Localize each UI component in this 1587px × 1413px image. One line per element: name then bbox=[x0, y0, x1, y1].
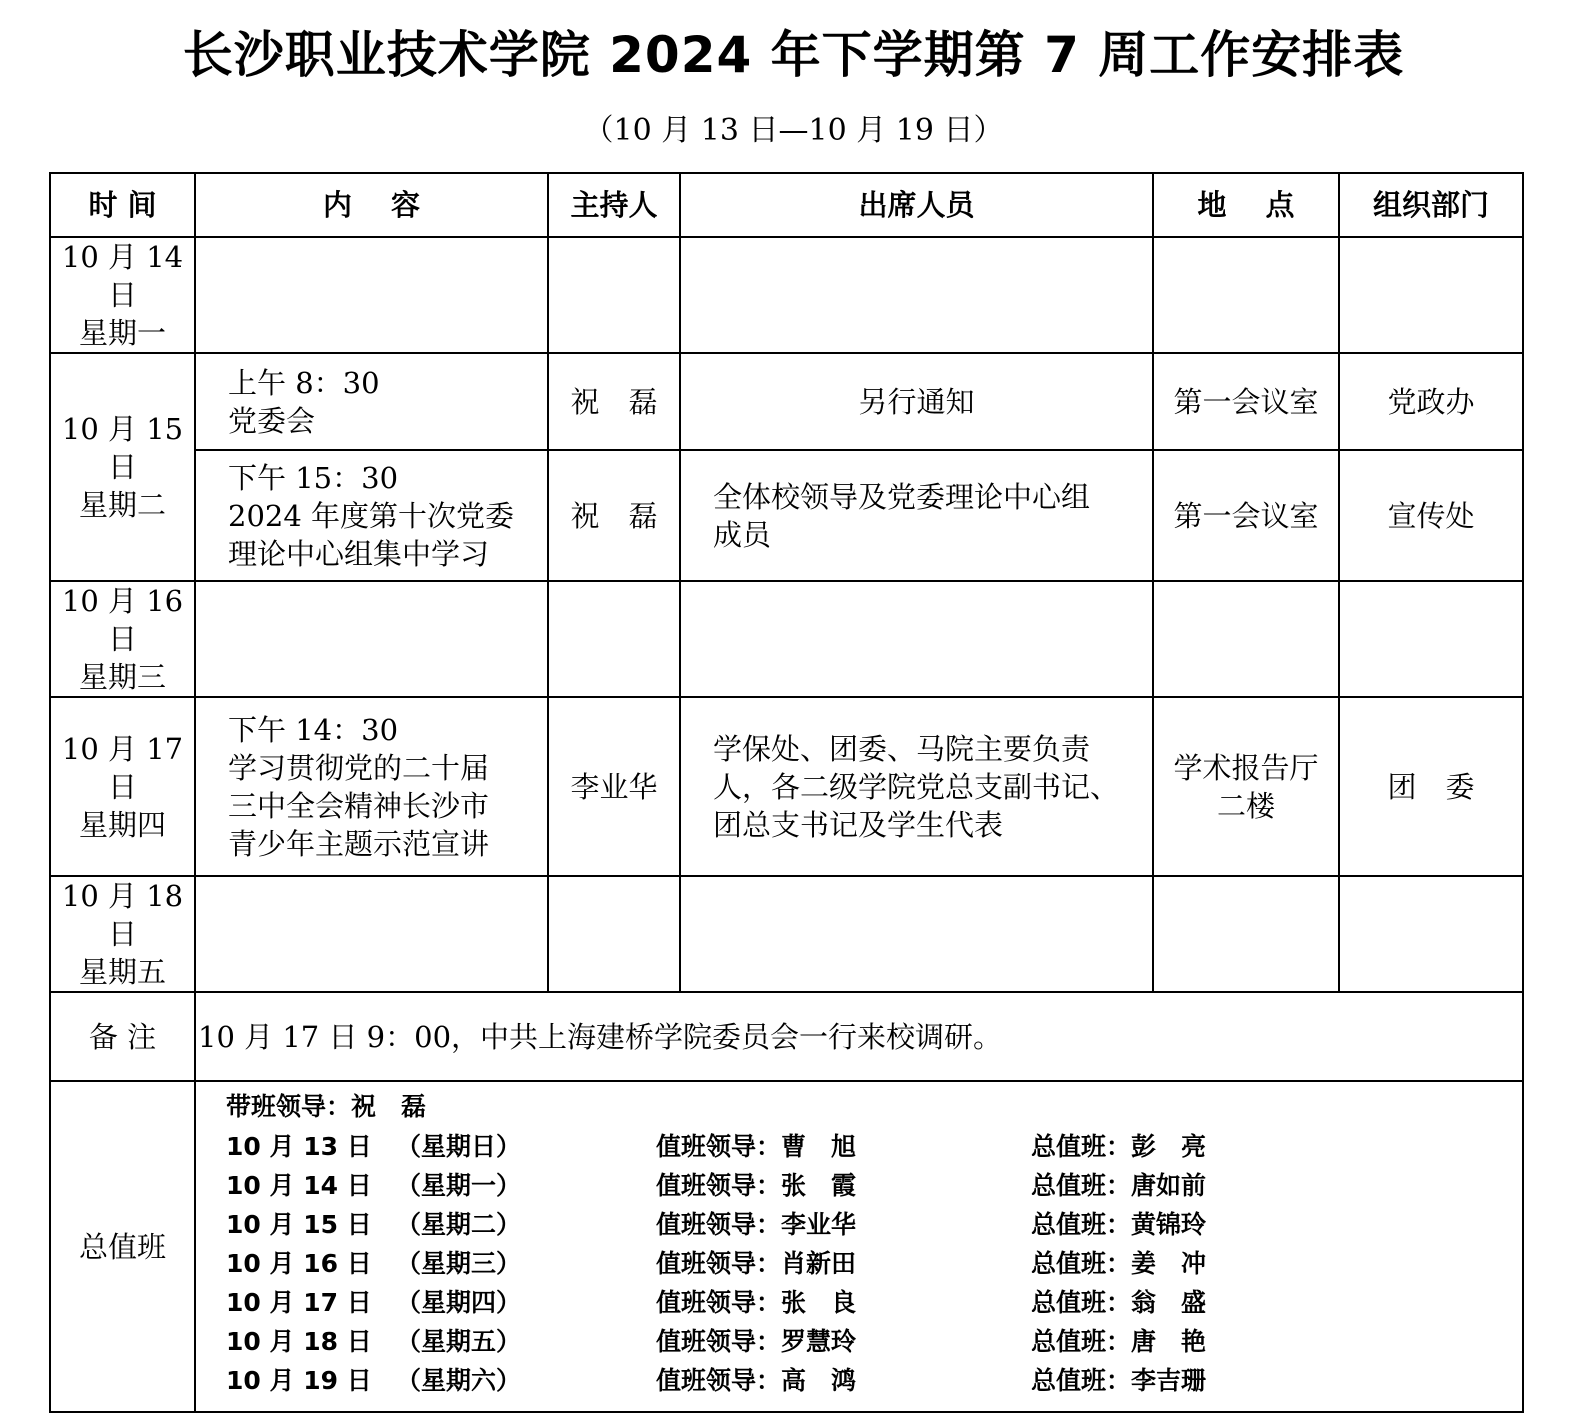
schedule-table bbox=[49, 172, 1524, 1413]
shift-lead: 带班领导：祝 磊 bbox=[226, 1092, 427, 1121]
header-host: 主持人 bbox=[548, 173, 680, 237]
remarks-text: 10 月 17 日 9：00，中共上海建桥学院委员会一行来校调研。 bbox=[195, 992, 1523, 1081]
attendees-cell bbox=[680, 450, 1153, 581]
empty-cell bbox=[548, 876, 680, 992]
empty-cell bbox=[195, 876, 548, 992]
duty-weekday: （星期五） bbox=[396, 1327, 522, 1356]
attendees-cell: 另行通知 bbox=[680, 353, 1153, 450]
attendees-line: 人，各二级学院党总支副书记、 bbox=[713, 769, 1120, 804]
location-line: 二楼 bbox=[1216, 788, 1275, 823]
content-cell bbox=[195, 450, 548, 581]
duty-date: 10 月 17 日 bbox=[226, 1288, 372, 1317]
duty-weekday: （星期三） bbox=[396, 1249, 522, 1278]
empty-cell bbox=[1153, 237, 1339, 353]
table-row-tuesday-2 bbox=[50, 450, 1523, 581]
event-title-line: 理论中心组集中学习 bbox=[228, 536, 490, 571]
location-cell: 第一会议室 bbox=[1153, 450, 1339, 581]
header-time: 时 间 bbox=[50, 173, 195, 237]
location-cell: 第一会议室 bbox=[1153, 353, 1339, 450]
date-cell bbox=[50, 237, 195, 353]
empty-cell bbox=[1339, 237, 1523, 353]
empty-cell bbox=[1339, 581, 1523, 697]
header-location: 地 点 bbox=[1153, 173, 1339, 237]
duty-leader: 值班领导：张 霞 bbox=[656, 1171, 857, 1200]
empty-cell bbox=[1153, 581, 1339, 697]
duty-weekday: （星期日） bbox=[396, 1132, 522, 1161]
duty-leader: 值班领导：李业华 bbox=[656, 1210, 857, 1239]
duty-date: 10 月 15 日 bbox=[226, 1210, 372, 1239]
table-row-tuesday-1 bbox=[50, 353, 1523, 450]
duty-date: 10 月 13 日 bbox=[226, 1132, 372, 1161]
event-title-line: 青少年主题示范宣讲 bbox=[228, 826, 490, 861]
date-text: 10 月 18 日 bbox=[61, 879, 184, 951]
duty-leader: 值班领导：肖新田 bbox=[656, 1249, 857, 1278]
empty-cell bbox=[680, 581, 1153, 697]
event-title: 党委会 bbox=[228, 403, 316, 438]
duty-chief: 总值班：姜 冲 bbox=[1031, 1249, 1207, 1278]
empty-cell bbox=[680, 237, 1153, 353]
document-title: 长沙职业技术学院 2024 年下学期第 7 周工作安排表 bbox=[182, 26, 1405, 84]
event-time: 下午 15：30 bbox=[228, 460, 399, 495]
duty-roster bbox=[196, 1082, 1522, 1411]
header-attendees: 出席人员 bbox=[680, 173, 1153, 237]
date-cell bbox=[50, 353, 195, 581]
duty-leader: 值班领导：高 鸿 bbox=[656, 1366, 857, 1395]
empty-cell bbox=[548, 237, 680, 353]
weekday-text: 星期四 bbox=[78, 807, 166, 842]
host-cell: 李业华 bbox=[548, 697, 680, 876]
table-row-wednesday bbox=[50, 581, 1523, 697]
header-row bbox=[50, 173, 1523, 237]
date-text: 10 月 15 日 bbox=[61, 412, 184, 484]
event-title-line: 2024 年度第十次党委 bbox=[228, 498, 515, 533]
duty-date: 10 月 19 日 bbox=[226, 1366, 372, 1395]
date-text: 10 月 14 日 bbox=[61, 240, 184, 312]
duty-chief: 总值班：彭 亮 bbox=[1031, 1132, 1207, 1161]
department-cell: 党政办 bbox=[1339, 353, 1523, 450]
department-cell: 团 委 bbox=[1339, 697, 1523, 876]
location-cell bbox=[1153, 697, 1339, 876]
duty-leader: 值班领导：曹 旭 bbox=[656, 1132, 857, 1161]
duty-date: 10 月 14 日 bbox=[226, 1171, 372, 1200]
event-title-line: 三中全会精神长沙市 bbox=[228, 788, 490, 823]
weekday-text: 星期一 bbox=[78, 316, 166, 350]
duty-weekday: （星期四） bbox=[396, 1288, 522, 1317]
weekday-text: 星期五 bbox=[78, 955, 166, 989]
attendees-cell bbox=[680, 697, 1153, 876]
date-cell bbox=[50, 697, 195, 876]
empty-cell bbox=[1153, 876, 1339, 992]
duty-leader: 值班领导：罗慧玲 bbox=[656, 1327, 857, 1356]
weekday-text: 星期二 bbox=[78, 488, 166, 522]
header-department: 组织部门 bbox=[1339, 173, 1523, 237]
remarks-label: 备 注 bbox=[50, 992, 195, 1081]
duty-chief: 总值班：翁 盛 bbox=[1031, 1288, 1207, 1317]
duty-chief: 总值班：黄锦玲 bbox=[1031, 1210, 1207, 1239]
empty-cell bbox=[195, 581, 548, 697]
duty-weekday: （星期六） bbox=[396, 1366, 522, 1395]
location-line: 学术报告厅 bbox=[1173, 750, 1319, 785]
empty-cell bbox=[195, 237, 548, 353]
content-cell bbox=[195, 353, 548, 450]
table-row-monday bbox=[50, 237, 1523, 353]
empty-cell bbox=[548, 581, 680, 697]
table-row-thursday bbox=[50, 697, 1523, 876]
duty-chief: 总值班：唐如前 bbox=[1031, 1171, 1207, 1200]
header-content: 内 容 bbox=[195, 173, 548, 237]
duty-chief: 总值班：李吉珊 bbox=[1031, 1366, 1207, 1395]
date-cell bbox=[50, 581, 195, 697]
date-text: 10 月 16 日 bbox=[61, 584, 184, 656]
attendees-line: 团总支书记及学生代表 bbox=[713, 807, 1004, 842]
department-cell: 宣传处 bbox=[1339, 450, 1523, 581]
duty-label: 总值班 bbox=[50, 1081, 195, 1412]
event-title-line: 学习贯彻党的二十届 bbox=[228, 750, 490, 785]
date-cell bbox=[50, 876, 195, 992]
duty-weekday: （星期一） bbox=[396, 1171, 522, 1200]
table-row-friday bbox=[50, 876, 1523, 992]
attendees-line: 学保处、团委、马院主要负责 bbox=[713, 731, 1091, 766]
duty-weekday: （星期二） bbox=[396, 1210, 522, 1239]
host-cell: 祝 磊 bbox=[548, 450, 680, 581]
duty-chief: 总值班：唐 艳 bbox=[1031, 1327, 1207, 1356]
attendees-line: 成员 bbox=[713, 517, 772, 552]
duty-row bbox=[50, 1081, 1523, 1412]
attendees-line: 全体校领导及党委理论中心组 bbox=[713, 479, 1091, 514]
event-time: 下午 14：30 bbox=[228, 712, 399, 747]
content-cell bbox=[195, 697, 548, 876]
weekday-text: 星期三 bbox=[78, 660, 166, 694]
date-range-subtitle: （10 月 13 日—10 月 19 日） bbox=[583, 113, 1004, 148]
duty-roster-cell bbox=[195, 1081, 1523, 1412]
date-text: 10 月 17 日 bbox=[61, 731, 184, 804]
host-cell: 祝 磊 bbox=[548, 353, 680, 450]
event-time: 上午 8：30 bbox=[228, 365, 380, 400]
empty-cell bbox=[680, 876, 1153, 992]
duty-date: 10 月 18 日 bbox=[226, 1327, 372, 1356]
remarks-row bbox=[50, 992, 1523, 1081]
duty-leader: 值班领导：张 良 bbox=[656, 1288, 857, 1317]
empty-cell bbox=[1339, 876, 1523, 992]
duty-date: 10 月 16 日 bbox=[226, 1249, 372, 1278]
